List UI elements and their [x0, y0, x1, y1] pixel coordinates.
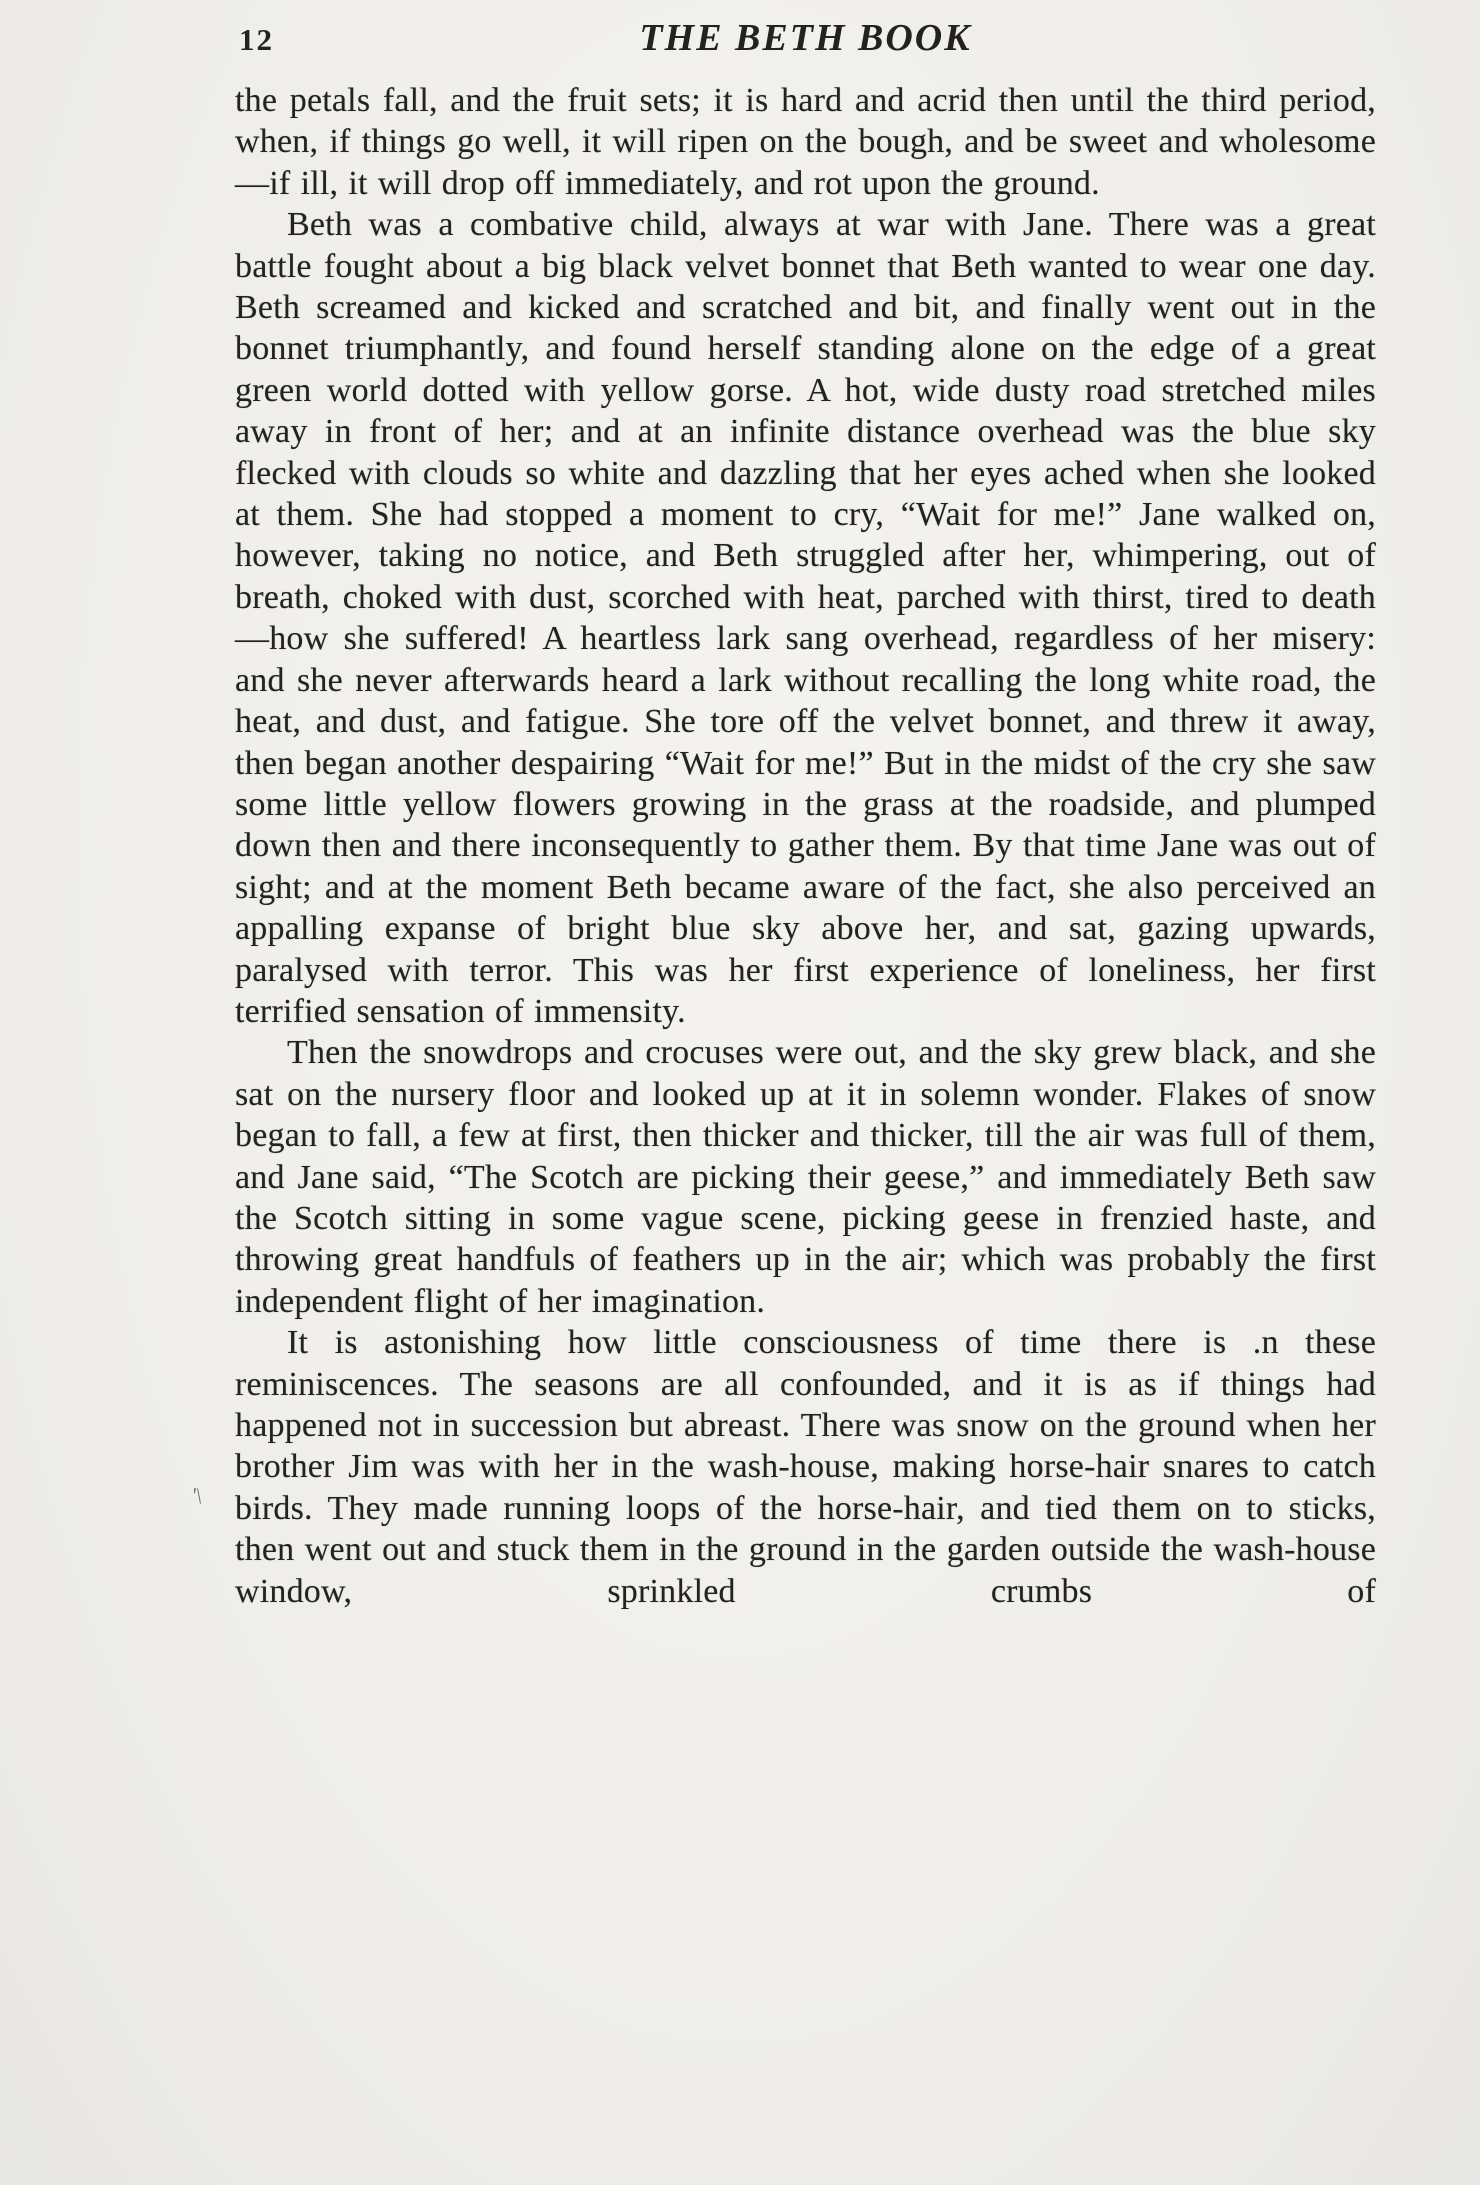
paragraph-continuation: the petals fall, and the fruit sets; it is hard and acrid then until the third period, when, if things go well, it will ripen on the bough, and be sweet and wholesome—if ill, it will drop off immediately, and rot upon the ground.: [235, 82, 1376, 202]
text-column: [235, 16, 1376, 1612]
paragraph: It is astonishing how little consciousness of time there is .n these reminiscences. The seasons are all confounded, and it is as if things had happened not in succession but abreast. There was snow on the ground when her brother Jim was with her in the wash-house, making horse-hair snares to catch birds. They made running loops of the horse-hair, and tied them on to sticks, then went out and stuck them in the ground in the garden outside the wash-house window, sprinkled crumbs of: [235, 1324, 1376, 1610]
running-title: THE BETH BOOK: [639, 17, 972, 59]
scan-artifact-mark: '\: [190, 1482, 204, 1509]
paragraph: Beth was a combative child, always at war with Jane. There was a great battle fought about a big black velvet bonnet that Beth wanted to wear one day. Beth screamed and kicked and scratched and bit, and finally went out in the bonnet triumphantly, and found herself standing alone on the edge of a great green world dotted with yellow gorse. A hot, wide dusty road stretched miles away in front of her; and at an infinite distance overhead was the blue sky flecked with clouds so white and dazzling that her eyes ached when she looked at them. She had stopped a moment to cry, “Wait for me!” Jane walked on, however, taking no notice, and Beth struggled after her, whimpering, out of breath, choked with dust, scorched with heat, parched with thirst, tired to death—how she suffered! A heartless lark sang overhead, regardless of her misery: and she never afterwards heard a lark without recalling the long white road, the heat, and dust, and fatigue. She tore off the velvet bonnet, and threw it away, then began another despairing “Wait for me!” But in the midst of the cry she saw some little yellow flowers growing in the grass at the roadside, and plumped down then and there inconsequently to gather them. By that time Jane was out of sight; and at the moment Beth became aware of the fact, she also perceived an appalling expanse of bright blue sky above her, and sat, gazing upwards, paralysed with terror. This was her first experience of loneliness, her first terrified sensation of immensity.: [235, 206, 1376, 1030]
page-body: [235, 80, 1376, 1612]
page-number: 12: [239, 22, 274, 57]
paragraph: Then the snowdrops and crocuses were out, and the sky grew black, and she sat on the nursery floor and looked up at it in solemn wonder. Flakes of snow began to fall, a few at first, then thicker and thicker, till the air was full of them, and Jane said, “The Scotch are picking their geese,” and immediately Beth saw the Scotch sitting in some vague scene, picking geese in frenzied haste, and throwing great handfuls of feathers up in the air; which was probably the first independent flight of her imagination.: [235, 1034, 1376, 1320]
page-header: [235, 16, 1376, 74]
